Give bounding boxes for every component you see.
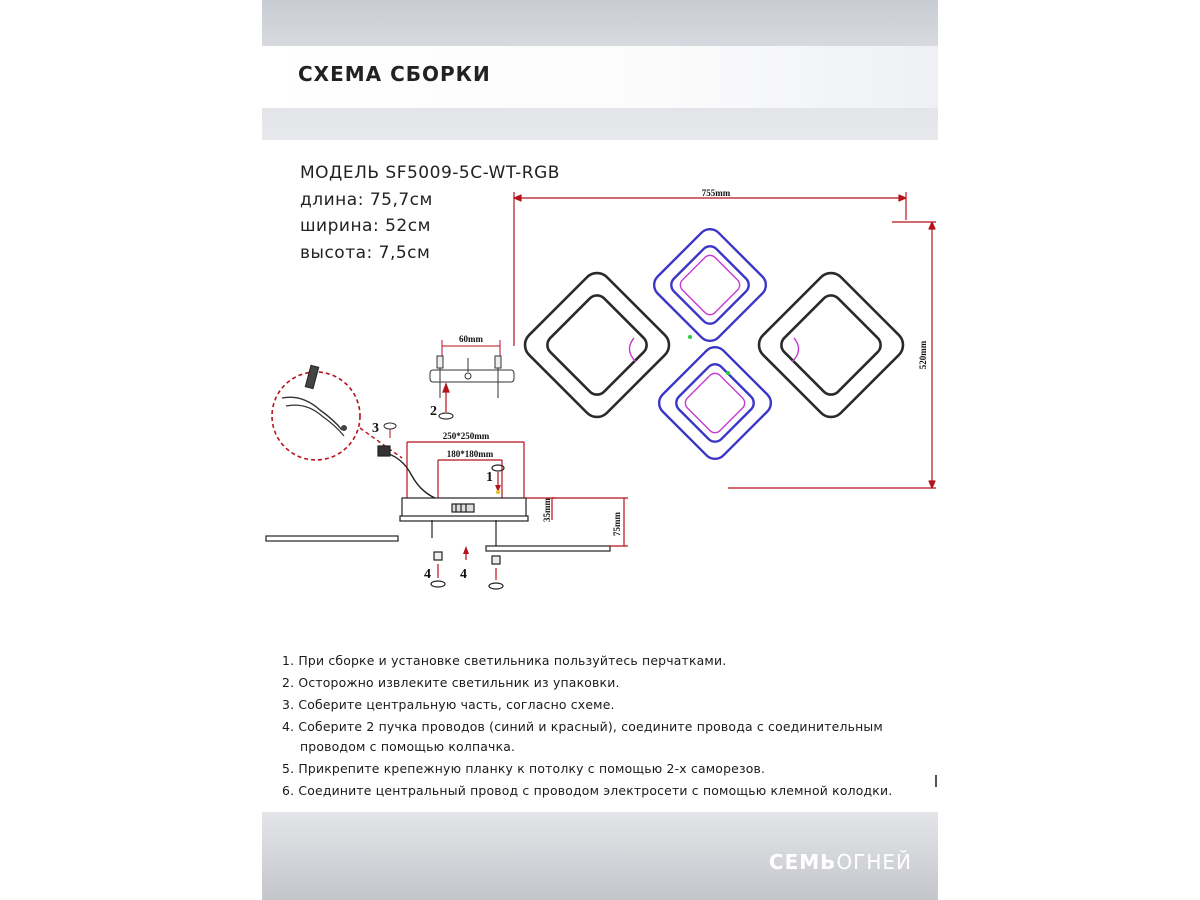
dim-depth-label: 75mm xyxy=(612,512,622,536)
instruction-step: 4. Соберите 2 пучка проводов (синий и красный), соедините провода с соединительным xyxy=(282,719,883,734)
instruction-step: 2. Осторожно извлеките светильник из упаковки. xyxy=(282,675,620,690)
dim-height-label: 520mm xyxy=(918,340,928,370)
assembly-sheet xyxy=(262,0,938,900)
dimension-height xyxy=(728,222,936,488)
bottom-ring xyxy=(654,342,776,464)
brand-light: ОГНЕЙ xyxy=(836,850,912,874)
callout-3: 3 xyxy=(372,421,379,436)
brand-logo xyxy=(769,850,912,874)
page-title: СХЕМА СБОРКИ xyxy=(298,62,491,86)
instruction-step: 6. Соедините центральный провод с проводом электросети с помощью клемной колодки. xyxy=(282,783,893,798)
instruction-list xyxy=(282,650,932,802)
joint-dot xyxy=(688,335,692,339)
left-link xyxy=(629,338,636,362)
spec-length: длина: 75,7см xyxy=(300,189,433,210)
screw-2 xyxy=(439,384,453,419)
dim-base-outer-label: 250*250mm xyxy=(442,431,490,441)
brand-bold: СЕМЬ xyxy=(768,850,837,874)
left-ring xyxy=(519,267,675,423)
instruction-step: 3. Соберите центральную часть, согласно схеме. xyxy=(282,697,615,712)
mounting-bracket xyxy=(430,340,514,398)
margin-mark xyxy=(935,775,937,787)
screw-3 xyxy=(384,423,396,438)
side-view xyxy=(266,442,628,589)
spec-width: ширина: 52см xyxy=(300,216,431,236)
dim-base-inner-label: 180*180mm xyxy=(446,449,494,459)
assembly-diagram xyxy=(262,180,938,620)
callout-4a: 4 xyxy=(424,567,431,582)
joint-dot xyxy=(726,371,730,375)
top-view xyxy=(514,188,936,488)
callout-4b: 4 xyxy=(460,567,467,582)
right-link xyxy=(792,338,799,362)
dim-width-label: 755mm xyxy=(701,188,731,198)
right-ring xyxy=(753,267,909,423)
dim-bracket-label: 60mm xyxy=(459,334,483,344)
callout-1: 1 xyxy=(486,470,493,485)
callout-2: 2 xyxy=(430,404,437,419)
instruction-step: 5. Прикрепите крепежную планку к потолку с помощью 2-х саморезов. xyxy=(282,761,766,776)
spec-height: высота: 7,5см xyxy=(300,242,431,263)
top-ring xyxy=(649,224,771,346)
instruction-step-continued: проводом с помощью колпачка. xyxy=(300,739,516,754)
dim-base-height-label: 35mm xyxy=(542,498,552,522)
model-name: МОДЕЛЬ SF5009-5C-WT-RGB xyxy=(300,163,560,183)
instruction-step: 1. При сборке и установке светильника пользуйтесь перчатками. xyxy=(282,653,727,668)
